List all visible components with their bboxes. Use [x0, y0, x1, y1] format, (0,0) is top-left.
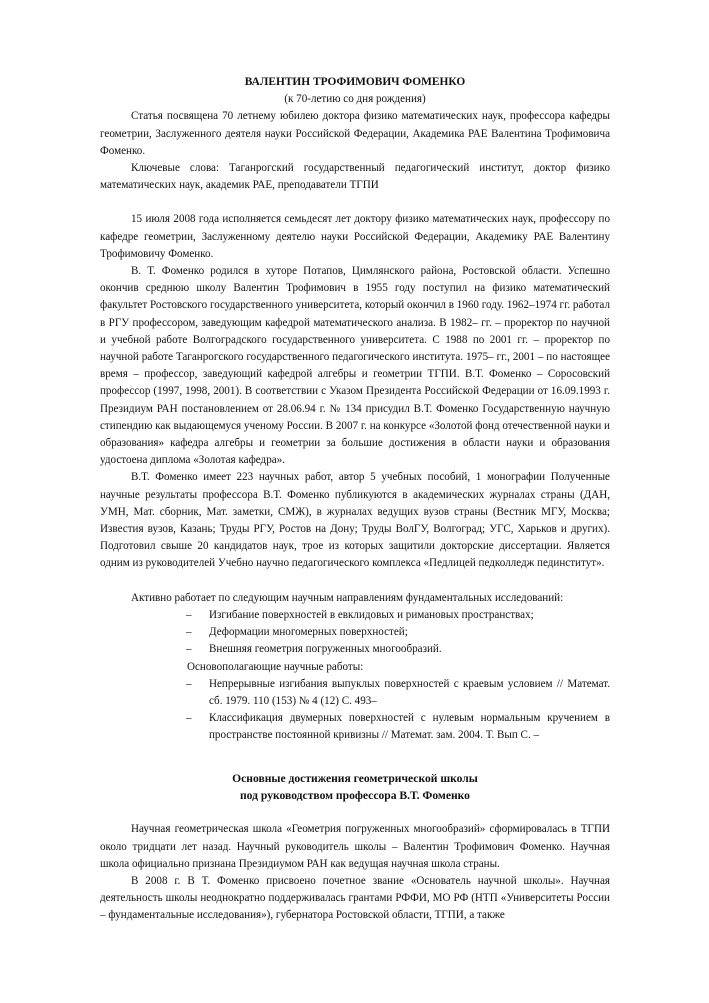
works-heading: Основополагающие научные работы:: [187, 660, 364, 673]
list-dash: –: [186, 626, 192, 639]
list-dash: –: [186, 677, 192, 690]
works-item-text: Непрерывные изгибания выпуклых поверхностей с краевым условием // Математ. сб. 1979. 110 (153) № 4 (12) С. 493–: [209, 677, 610, 707]
keywords: Ключевые слова: Таганрогский государственный педагогический институт, доктор физико математических наук, академик РАЕ, преподаватели ТГПИ: [100, 162, 610, 192]
directions-heading: Активно работает по следующим научным направлениям фундаментальных исследований:: [131, 591, 564, 604]
section-title-line1: Основные достижения геометрической школы: [232, 771, 478, 785]
paragraph-biography: В. Т. Фоменко родился в хуторе Потапов, Цимлянского района, Ростовской области. Успешно окончив среднюю школу Валентин Трофимович в 1955 году поступил на физико математический факультет Ростовского государственного университета, который окончил в 1960 году. 1962–1974 гг. работал в РГУ профессором, заведующим кафедрой математического анализа. В 1982– гг. – проректор по научной и учебной работе Волгоградского государственного университета. С 1988 по 2001 гг. – проректор по научной работе Таганрогского государственного педагогического института. 1975– гг., 2001 – по настоящее время – профессор, заведующий кафедрой алгебры и геометрии ТГПИ. В.Т. Фоменко – Соросовский профессор (1997, 1998, 2001). В соответствии с Указом Президента Российской Федерации от 16.09.1993 г. Президиум РАН постановлением от 28.06.94 г. № 134 присудил В.Т. Фоменко Государственную научную стипендию как выдающемуся ученому России. В 2007 г. на конкурсе «Золотой фонд отечественной науки и образования» кафедра алгебры и геометрии за большие достижения в области науки и образования удостоена диплома «Золотая кафедра».: [100, 265, 610, 467]
paragraph-school: Научная геометрическая школа «Геометрия погруженных многообразий» сформировалась в ТГПИ около тридцати лет назад. Научный руководитель школы – Валентин Трофимович Фоменко. Научная школа официально признана Президиумом РАН как ведущая научная школа страны.: [100, 823, 610, 870]
directions-item: [100, 624, 610, 641]
directions-item-text: Изгибание поверхностей в евклидовых и римановых пространствах;: [209, 608, 534, 621]
document-page: [100, 74, 610, 925]
works-item: [100, 676, 610, 710]
works-item: [100, 710, 610, 744]
paragraph-achievements: В 2008 г. В Т. Фоменко присвоено почетное звание «Основатель научной школы». Научная деятельность школы неоднократно поддерживалась грантами РФФИ, МО РФ (НТП «Университеты России – фундаментальные исследования»), губернатора Ростовской области, ТГПИ, а также: [100, 874, 610, 922]
article-title: ВАЛЕНТИН ТРОФИМОВИЧ ФОМЕНКО: [244, 76, 466, 88]
directions-item-text: Внешняя геометрия погруженных многообразий.: [209, 643, 442, 656]
directions-item-text: Деформации многомерных поверхностей;: [209, 626, 408, 639]
paragraph-intro: 15 июля 2008 года исполняется семьдесят лет доктору физико математических наук, профессору по кафедре геометрии, Заслуженному деятелю науки Российской Федерации, Академику РАЕ Валентину Трофимовичу Фоменко.: [100, 213, 610, 260]
list-dash: –: [186, 712, 192, 725]
section-title-line2: под руководством профессора В.Т. Фоменко: [240, 788, 470, 802]
paragraph-publications: В.Т. Фоменко имеет 223 научных работ, автор 5 учебных пособий, 1 монографии Полученные научные результаты профессора В.Т. Фоменко публикуются в академических журналах страны (ДАН, УМН, Мат. сборник, Мат. заметки, СМЖ), в журналах ведущих вузов страны (Вестник МГУ, Москва; Известия вузов, Казань; Труды РГУ, Ростов на Дону; Труды ВолГУ, Волгоград; УГС, Харьков и других). Подготовил свыше 20 кандидатов наук, трое из которых защитили докторские диссертации. Является одним из руководителей Учебно научно педагогического комплекса «Педлицей педколледж пединститут».: [100, 471, 610, 570]
article-subtitle: (к 70-летию со дня рождения): [284, 93, 426, 106]
directions-item: [100, 641, 610, 658]
list-dash: –: [186, 643, 192, 656]
abstract: Статья посвящена 70 летнему юбилею доктора физико математических наук, профессора кафедры геометрии, Заслуженного деятеля науки Российской Федерации, Академика РАЕ Валентина Трофимовича Фоменко.: [100, 110, 610, 157]
directions-item: [100, 607, 610, 624]
works-item-text: Классификация двумерных поверхностей с нулевым нормальным кручением в пространстве постоянной кривизны // Математ. зам. 2004. Т. Вып С. –: [209, 712, 610, 742]
list-dash: –: [186, 608, 192, 621]
